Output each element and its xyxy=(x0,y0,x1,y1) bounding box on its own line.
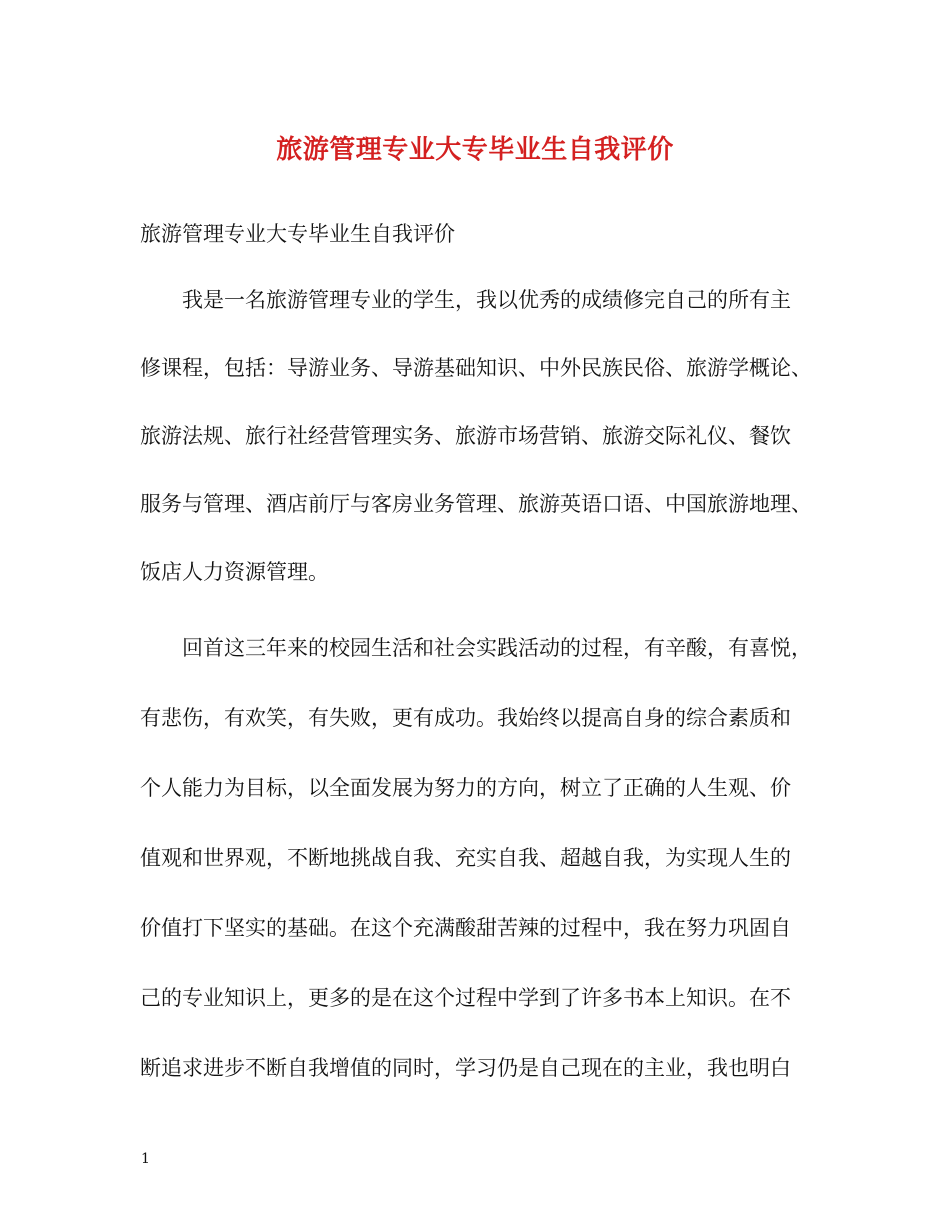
paragraph-2-line-3: 个人能力为目标，以全面发展为努力的方向，树立了正确的人生观、价 xyxy=(140,776,791,800)
document-subtitle: 旅游管理专业大专毕业生自我评价 xyxy=(140,222,455,246)
paragraph-1-line-4: 服务与管理、酒店前厅与客房业务管理、旅游英语口语、中国旅游地理、 xyxy=(140,492,812,516)
paragraph-2-line-4: 值观和世界观，不断地挑战自我、充实自我、超越自我，为实现人生的 xyxy=(140,846,791,870)
paragraph-2-line-5: 价值打下坚实的基础。在这个充满酸甜苦辣的过程中，我在努力巩固自 xyxy=(140,916,791,940)
document-title: 旅游管理专业大专毕业生自我评价 xyxy=(276,135,674,165)
page-number: 1 xyxy=(141,1151,150,1167)
paragraph-2-line-7: 断追求进步不断自我增值的同时，学习仍是自己现在的主业，我也明白 xyxy=(140,1056,791,1080)
paragraph-2-line-6: 己的专业知识上，更多的是在这个过程中学到了许多书本上知识。在不 xyxy=(140,986,791,1010)
paragraph-1-line-1: 我是一名旅游管理专业的学生，我以优秀的成绩修完自己的所有主 xyxy=(182,288,791,312)
paragraph-1-line-3: 旅游法规、旅行社经营管理实务、旅游市场营销、旅游交际礼仪、餐饮 xyxy=(140,424,791,448)
paragraph-1-line-5: 饭店人力资源管理。 xyxy=(140,560,329,584)
paragraph-2-line-1: 回首这三年来的校园生活和社会实践活动的过程，有辛酸，有喜悦， xyxy=(182,636,812,660)
paragraph-1-line-2: 修课程，包括：导游业务、导游基础知识、中外民族民俗、旅游学概论、 xyxy=(140,356,812,380)
paragraph-2-line-2: 有悲伤，有欢笑，有失败，更有成功。我始终以提高自身的综合素质和 xyxy=(140,706,791,730)
